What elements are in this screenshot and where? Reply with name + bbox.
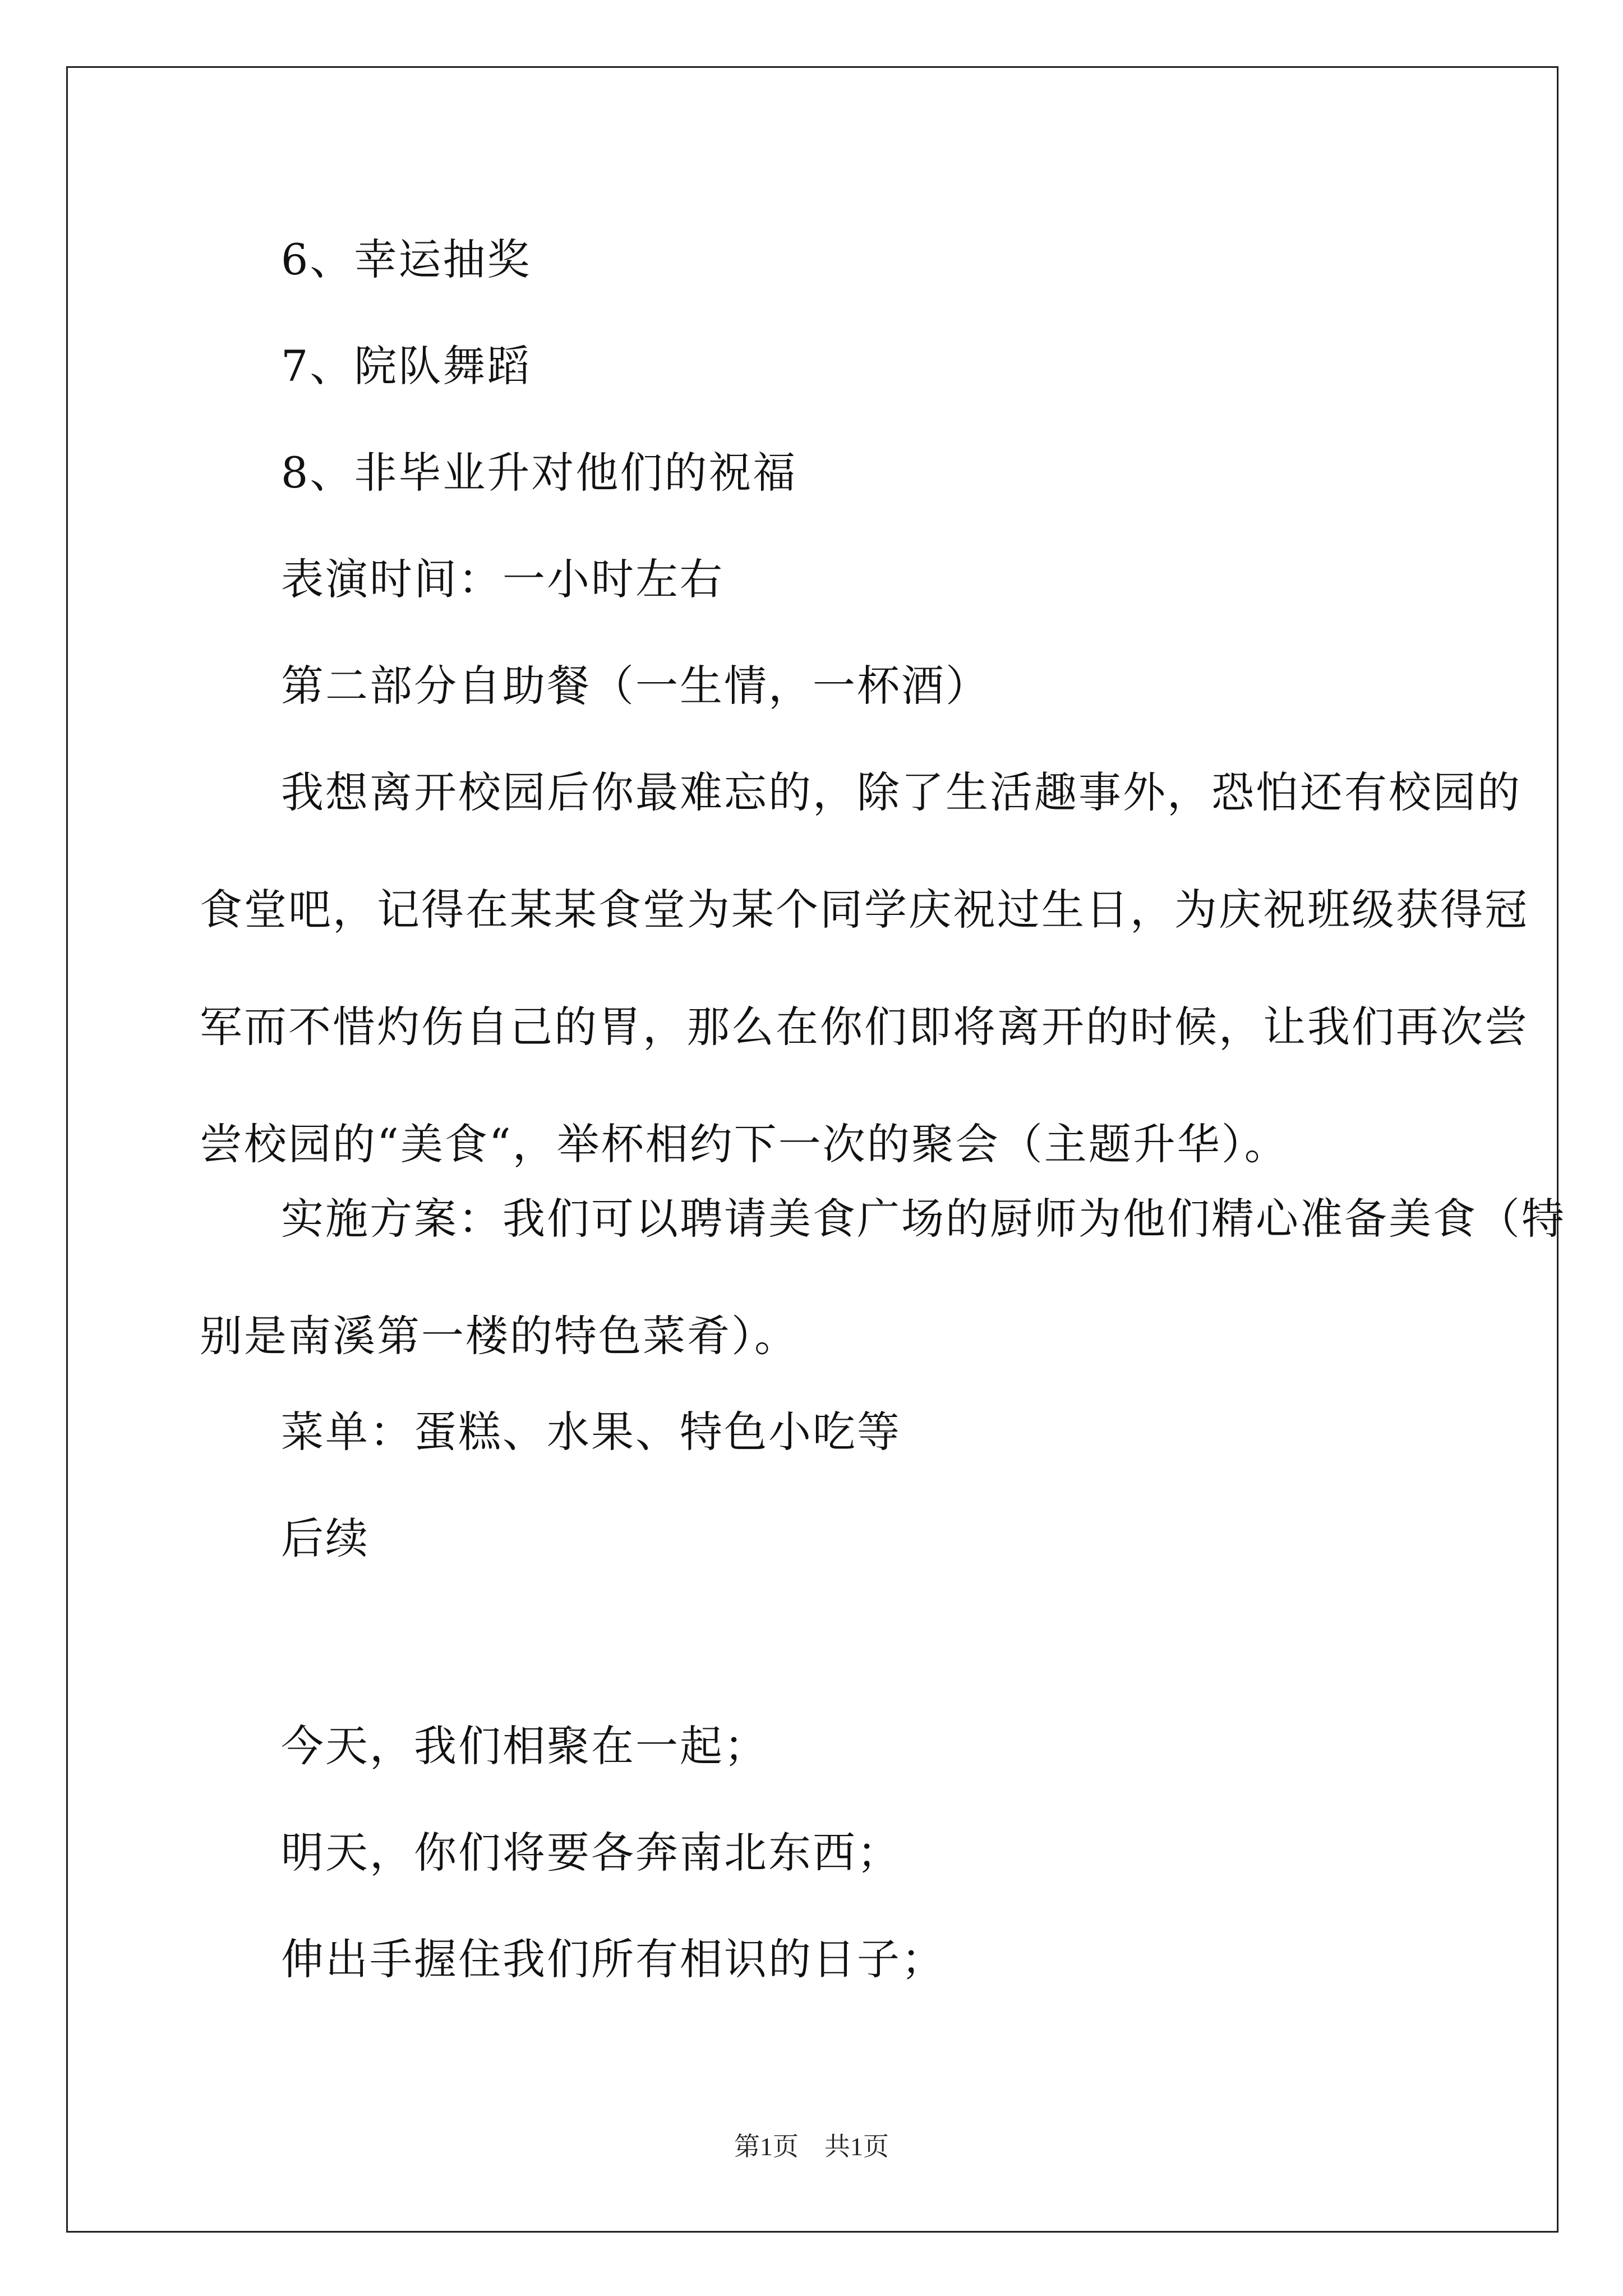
paragraph-reach-out [281,1925,1515,1986]
paragraph-performance-time [281,545,1515,606]
text-line: 菜单：蛋糕、水果、特色小吃等 [281,1407,901,1457]
paragraph-tomorrow [281,1819,1515,1880]
paragraph-item-7 [281,332,1515,393]
text-line: 伸出手握住我们所有相识的日子； [281,1934,946,1984]
paragraph-implementation-plan [200,1185,1566,1363]
text-line: 表演时间：一小时左右 [281,554,724,604]
text-line: 今天，我们相聚在一起； [281,1721,768,1771]
text-line: 后续 [281,1513,370,1563]
paragraph-canteen-memory [200,758,1529,1171]
text-line: 别是南溪第一楼的特色菜肴）。 [200,1311,799,1361]
paragraph-menu [281,1398,1515,1459]
text-line: 尝校园的“美食“，举杯相约下一次的聚会（主题升华）。 [200,1119,1289,1169]
text-line: 我想离开校园后你最难忘的，除了生活趣事外，恐怕还有校园的 [281,767,1521,817]
text-line: 明天，你们将要各奔南北东西； [281,1828,901,1878]
paragraph-today [281,1712,1515,1773]
text-line: 7、院队舞蹈 [281,341,532,391]
text-line: 第二部分自助餐（一生情，一杯酒） [281,661,990,711]
paragraph-follow-up [281,1504,1515,1566]
page-number-footer: 第1页 共1页 [734,2132,889,2161]
paragraph-item-8 [281,439,1515,500]
paragraph-part-two-heading [281,652,1515,713]
text-line: 军而不惜灼伤自己的胃，那么在你们即将离开的时候，让我们再次尝 [200,1002,1529,1052]
text-line: 8、非毕业升对他们的祝福 [281,448,797,498]
text-line: 6、幸运抽奖 [281,234,532,284]
text-line: 实施方案：我们可以聘请美食广场的厨师为他们精心准备美食（特 [281,1194,1566,1244]
paragraph-item-6 [281,226,1515,287]
text-line: 食堂吧，记得在某某食堂为某个同学庆祝过生日，为庆祝班级获得冠 [200,885,1529,935]
